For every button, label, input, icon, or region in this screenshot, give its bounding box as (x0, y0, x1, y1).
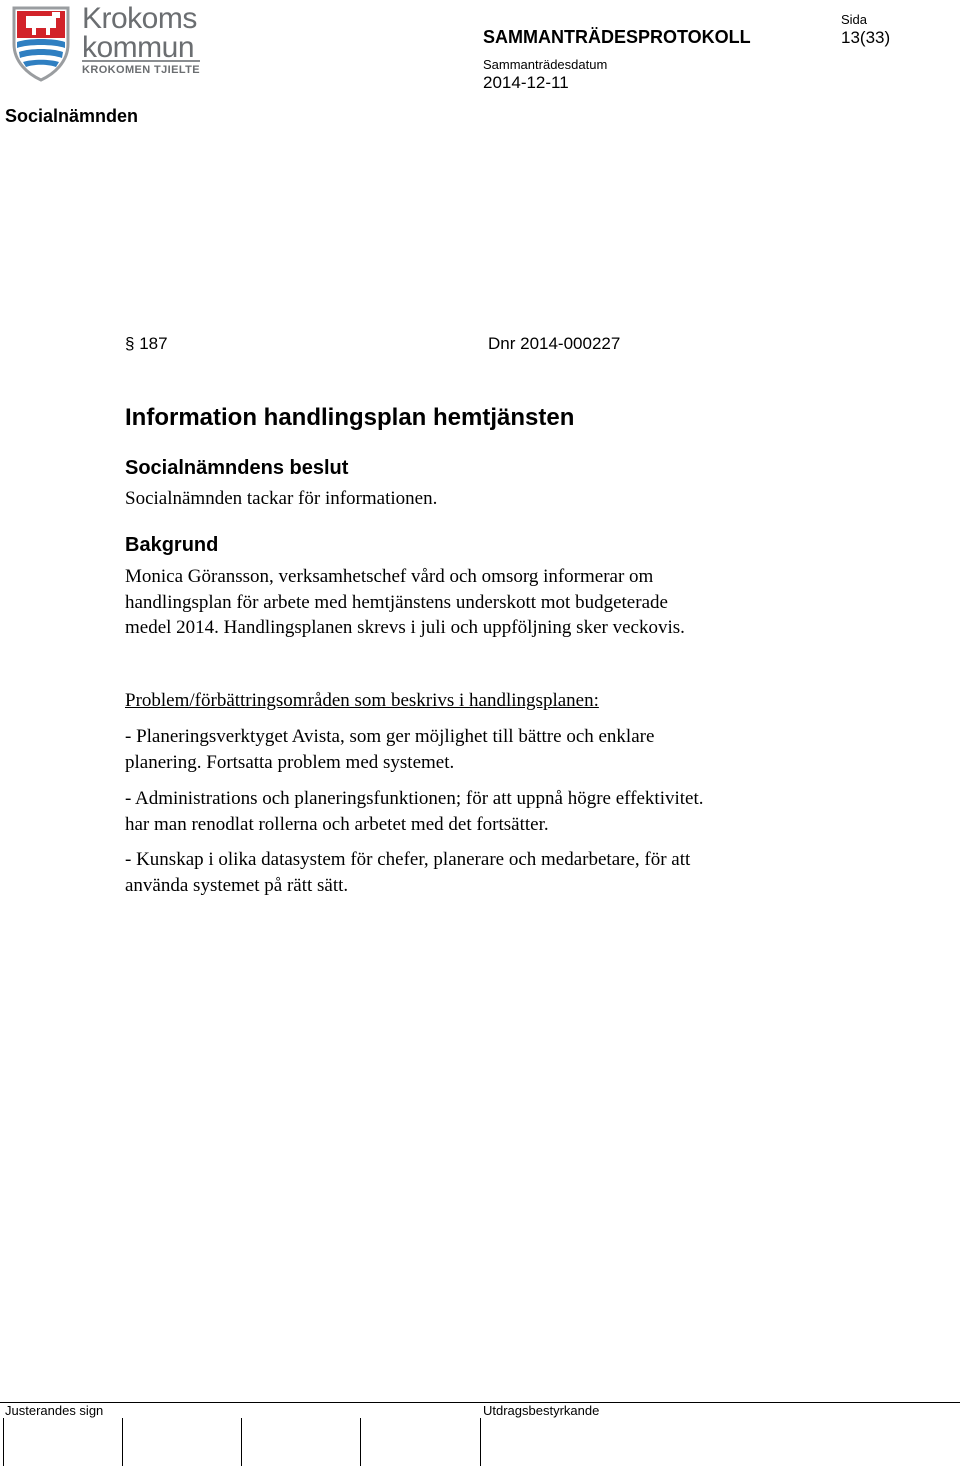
list-item-line: planering. Fortsatta problem med systemet. (125, 751, 455, 773)
background-line: handlingsplan för arbete med hemtjänstens underskott mot budgeterade (125, 591, 668, 613)
document-type: SAMMANTRÄDESPROTOKOLL (483, 27, 751, 47)
case-number: Dnr 2014-000227 (488, 334, 621, 353)
list-item-line: - Kunskap i olika datasystem för chefer, planerare och medarbetare, för att (125, 849, 691, 870)
background-paragraph (125, 564, 685, 641)
decision-heading: Socialnämndens beslut (125, 457, 349, 479)
list-item (125, 724, 654, 775)
signature-label: Justerandes sign (5, 1403, 104, 1418)
logo-name-line-2: kommun (82, 31, 195, 64)
signature-box-divider (122, 1418, 123, 1466)
page-label: Sida (841, 12, 868, 27)
signature-box-divider (241, 1418, 242, 1466)
meeting-date-label: Sammanträdesdatum (483, 57, 608, 72)
list-item (125, 847, 690, 898)
extract-certification-label: Utdragsbestyrkande (483, 1403, 600, 1418)
list-item-line: har man renodlat rollerna och arbetet med det fortsätter. (125, 813, 549, 835)
page-number: 13(33) (841, 28, 891, 47)
list-item-line: - Planeringsverktyget Avista, som ger möjlighet till bättre och enklare (125, 726, 655, 747)
municipal-coat-of-arms-icon (8, 4, 74, 82)
background-heading: Bakgrund (125, 534, 219, 556)
case-title: Information handlingsplan hemtjänsten (125, 404, 575, 431)
signature-box-divider (3, 1418, 4, 1466)
footer-divider (0, 1402, 960, 1403)
meeting-date: 2014-12-11 (483, 73, 569, 92)
logo-subtitle: KROKOMEN TJIELTE (82, 64, 201, 76)
logo-name-line-1: Krokoms (82, 2, 197, 35)
background-line: medel 2014. Handlingsplanen skrevs i juli och uppföljning sker veckovis. (125, 617, 685, 638)
section-symbol: § (125, 334, 135, 353)
section-number (125, 334, 168, 354)
list-item-line: använda systemet på rätt sätt. (125, 874, 349, 896)
signature-box-divider (360, 1418, 361, 1466)
signature-box-divider (480, 1418, 481, 1466)
decision-text: Socialnämnden tackar för informationen. (125, 488, 438, 509)
list-item-line: - Administrations och planeringsfunktionen; för att uppnå högre effektivitet. (125, 788, 704, 809)
section-number-value: 187 (139, 334, 168, 353)
organization-name: Socialnämnden (5, 106, 139, 126)
background-line: Monica Göransson, verksamhetschef vård och omsorg informerar om (125, 566, 654, 587)
problem-heading: Problem/förbättringsområden som beskrivs i handlingsplanen: (125, 690, 599, 711)
list-item (125, 786, 704, 837)
